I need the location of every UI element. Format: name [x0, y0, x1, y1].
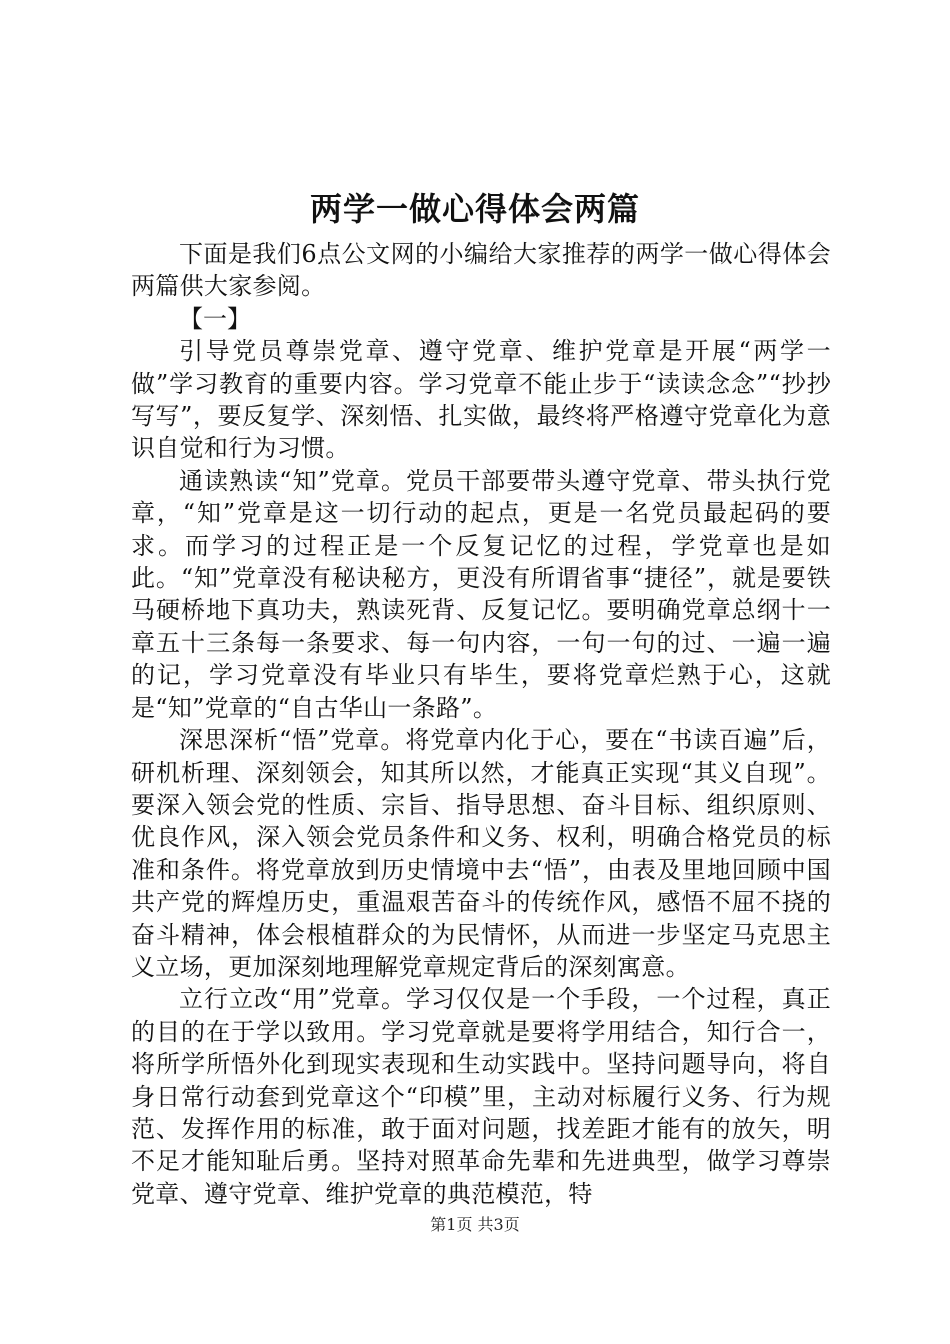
document-body — [131, 238, 831, 1210]
body-paragraph: 立行立改“用”党章。学习仅仅是一个手段，一个过程，真正的目的在于学以致用。学习党章就是要将学用结合，知行合一，将所学所悟外化到现实表现和生动实践中。坚持问题导向，将自身日常行动套到党章这个“印模”里，主动对标履行义务、行为规范、发挥作用的标准，敢于面对问题，找差距才能有的放矢，明不足才能知耻后勇。坚持对照革命先辈和先进典型，做学习尊崇党章、遵守党章、维护党章的典范模范，特 — [131, 985, 831, 1208]
body-paragraph: 通读熟读“知”党章。党员干部要带头遵守党章、带头执行党章，“知”党章是这一切行动的起点，更是一名党员最起码的要求。而学习的过程正是一个反复记忆的过程，学党章也是如此。“知”党章没有秘诀秘方，更没有所谓省事“捷径”，就是要铁马硬桥地下真功夫，熟读死背、反复记忆。要明确党章总纲十一章五十三条每一条要求、每一句内容，一句一句的过、一遍一遍的记，学习党章没有毕业只有毕生，要将党章烂熟于心，这就是“知”党章的“自古华山一条路”。 — [131, 466, 831, 722]
body-paragraph: 引导党员尊崇党章、遵守党章、维护党章是开展“两学一做”学习教育的重要内容。学习党章不能止步于“读读念念”“抄抄写写”，要反复学、深刻悟、扎实做，最终将严格遵守党章化为意识自觉和行为习惯。 — [131, 337, 831, 463]
document-title: 两学一做心得体会两篇 — [309, 190, 640, 228]
page-footer: 第1页 共3页 — [430, 1215, 520, 1234]
intro-paragraph: 下面是我们6点公文网的小编给大家推荐的两学一做心得体会两篇供大家参阅。 — [131, 240, 831, 301]
section-marker: 【一】 — [179, 304, 251, 333]
body-paragraph: 深思深析“悟”党章。将党章内化于心，要在“书读百遍”后，研机析理、深刻领会，知其所以然，才能真正实现“其义自现”。要深入领会党的性质、宗旨、指导思想、奋斗目标、组织原则、优良作风，深入领会党员条件和义务、权利，明确合格党员的标准和条件。将党章放到历史情境中去“悟”，由表及里地回顾中国共产党的辉煌历史，重温艰苦奋斗的传统作风，感悟不屈不挠的奋斗精神，体会根植群众的为民情怀，从而进一步坚定马克思主义立场，更加深刻地理解党章规定背后的深刻寓意。 — [131, 726, 831, 981]
